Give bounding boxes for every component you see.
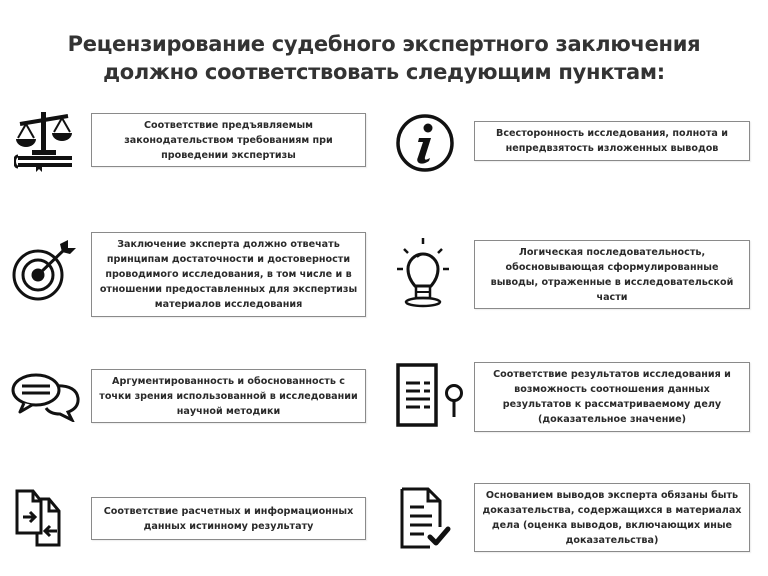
criterion-text: Логическая последовательность, обосновывающая сформулированные выводы, отраженные в исследовательской части	[490, 246, 734, 303]
criterion-text: Соответствие результатов исследования и возможность соотношения данных результатов к рассматриваемому делу (доказательное значение)	[493, 369, 731, 425]
criterion-text: Всесторонность исследования, полнота и непредвзятость изложенных выводов	[496, 128, 728, 154]
criterion-box-methodology	[91, 369, 366, 423]
criterion-box-legal-compliance	[91, 113, 366, 167]
chat-bubbles-icon	[10, 370, 82, 422]
info-icon	[395, 113, 455, 173]
criterion-box-logical-sequence	[474, 240, 750, 309]
criterion-box-data-accuracy	[91, 497, 366, 540]
document-search-icon	[396, 363, 466, 429]
document-check-icon	[400, 487, 454, 551]
criterion-box-completeness	[474, 121, 750, 161]
criterion-text: Соответствие предъявляемым законодательством требованиям при проведении экспертизы	[124, 119, 333, 161]
lightbulb-icon	[395, 236, 451, 308]
criterion-box-evidence-basis	[474, 483, 750, 552]
criterion-box-sufficiency	[91, 232, 366, 317]
criterion-box-evidential-value	[474, 362, 750, 432]
criterion-text: Соответствие расчетных и информационных данных истинному результату	[103, 505, 354, 532]
title-line-1: Рецензирование судебного экспертного заключения	[67, 32, 701, 56]
scales-of-justice-icon	[14, 106, 74, 172]
criterion-text: Основанием выводов эксперта обязаны быть доказательства, содержащихся в материалах дела (оценка выводов, включающих иные доказательства)	[482, 489, 742, 546]
title-line-2: должно соответствовать следующим пунктам:	[103, 60, 665, 84]
target-icon	[8, 238, 78, 302]
criterion-text: Заключение эксперта должно отвечать принципам достаточности и достоверности проводимого исследования, в том числе и в отношении предоставленных для экспертизы материалов исследования	[99, 239, 358, 310]
page-title	[0, 30, 768, 86]
criterion-text: Аргументированность и обоснованность с точки зрения использованной в исследовании научной методики	[99, 375, 358, 417]
file-exchange-icon	[15, 489, 73, 549]
